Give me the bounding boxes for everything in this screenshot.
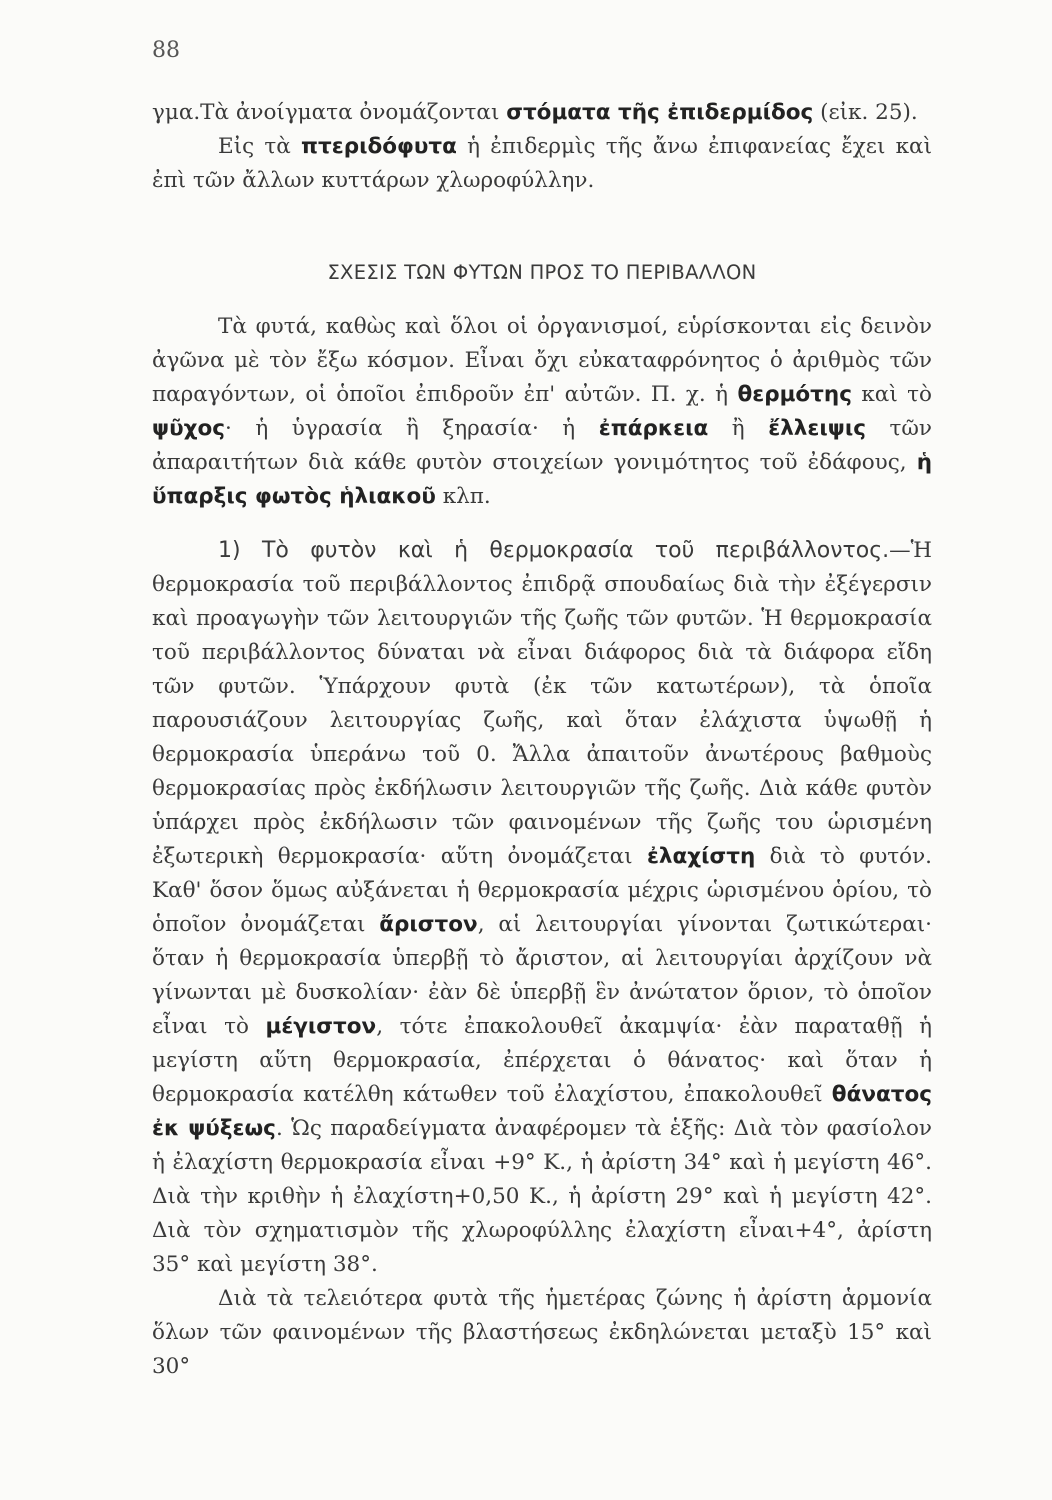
text-run: διὰ τὸ φυτόν. Καθ' ὅσον ὅμως αὐξάνεται ἡ θερμοκρασία μέχρις ὡρισμένου ὁρίου, τὸ ὁποῖον ὀνομάζεται — [152, 844, 933, 937]
text-run: , αἱ λειτουργίαι γίνονται ζωτικώτεραι· ὅταν ἡ θερμοκρασία ὑπερβῇ τὸ ἄριστον, αἱ λειτουργίαι ἀρχίζουν νὰ γίνωνται μὲ δυσκολίαν· ἐὰν δὲ ὑπερβῇ ἓν ἀνώτατον ὅριον, τὸ ὁποῖον εἶναι τὸ — [152, 912, 933, 1039]
text-run: κλπ. — [435, 484, 491, 509]
text-run: , τότε ἐπακολουθεῖ ἀκαμψία· ἐὰν παραταθῇ ἡ μεγίστη αὕτη θερμοκρασία, ἐπέρχεται ὁ θάνατος· καὶ ὅταν ἡ θερμοκρασία κατέλθη κάτωθεν τοῦ ἐλαχίστου, ἐπακολουθεῖ — [152, 1014, 932, 1107]
subsection-title: 1) Τὸ φυτὸν καὶ ἡ θερμοκρασία τοῦ περιβάλλοντος. — [218, 538, 890, 563]
text-run: —Ἡ θερμοκρασία τοῦ περιβάλλοντος ἐπιδρᾷ σπουδαίως διὰ τὴν ἐξέγερσιν καὶ προαγωγὴν τῶν λειτουργιῶν τῆς ζωῆς τῶν φυτῶν. Ἡ θερμοκρασία τοῦ περιβάλλοντος δύναται νὰ εἶναι διάφορος διὰ τὰ διάφορα εἴδη τῶν φυτῶν. Ὑπάρχουν φυτὰ (ἐκ τῶν κατωτέρων), τὰ ὁποῖα παρουσιάζουν λειτουργίας ζωῆς, καὶ ὅταν ἐλάχιστα ὑψωθῇ ἡ θερμοκρασία ὑπεράνω τοῦ 0. Ἄλλα ἀπαιτοῦν ἀνωτέρους βαθμοὺς θερμοκρασίας πρὸς ἐκδήλωσιν λειτουργιῶν τῆς ζωῆς. Διὰ κάθε φυτὸν ὑπάρχει πρὸς ἐκδήλωσιν τῶν φαινομένων τῆς ζωῆς του ὡρισμένη ἐξωτερικὴ θερμοκρασία· αὕτη ὀνομάζεται — [152, 538, 932, 869]
text-run: γμα.Τὰ ἀνοίγματα ὀνομάζονται — [152, 100, 507, 125]
bold-term: ἔλλειψις — [768, 416, 866, 441]
paragraph-pteridophyta — [152, 130, 932, 198]
paragraph-temperature — [152, 534, 932, 1282]
text-run: · ἡ ὑγρασία ἢ ξηρασία· ἡ — [224, 416, 599, 441]
paragraph-stomata — [152, 96, 932, 130]
bold-term: ἐλαχίστη — [646, 844, 756, 869]
text-run: τῶν ἀπαραιτήτων διὰ κάθε φυτὸν στοιχείων γονιμότητος τοῦ ἐδάφους, — [152, 416, 932, 475]
bold-term: στόματα τῆς ἐπιδερμίδος — [506, 100, 814, 125]
text-run: . Ὡς παραδείγματα ἀναφέρομεν τὰ ἑξῆς: Διὰ τὸν φασίολον ἡ ἐλαχίστη θερμοκρασία εἶναι +9° Κ., ἡ ἀρίστη 34° καὶ ἡ μεγίστη 46°. Διὰ τὴν κριθὴν ἡ ἐλαχίστη+0,50 Κ., ἡ ἀρίστη 29° καὶ ἡ μεγίστη 42°. Διὰ τὸν σχηματισμὸν τῆς χλωροφύλλης ἐλαχίστη εἶναι+4°, ἀρίστη 35° καὶ μεγίστη 38°. — [152, 1116, 932, 1277]
text-run: ἢ — [708, 416, 769, 441]
text-run: Τὰ φυτά, καθὼς καὶ ὅλοι οἱ ὀργανισμοί, εὑρίσκονται εἰς δεινὸν ἀγῶνα μὲ τὸν ἔξω κόσμον. Εἶναι ὄχι εὐκαταφρόνητος ὁ ἀριθμὸς τῶν παραγόντων, οἱ ὁποῖοι ἐπιδροῦν ἐπ' αὐτῶν. Π. χ. ἡ — [152, 314, 932, 407]
bold-term: θάνατος ἐκ ψύξεως — [152, 1082, 932, 1141]
paragraph-environment — [152, 310, 932, 514]
bold-term: ἐπάρκεια — [598, 416, 709, 441]
bold-term: ψῦχος — [152, 416, 225, 441]
text-run: καὶ τὸ — [851, 382, 932, 407]
text-run: ἡ ἐπιδερμὶς τῆς ἄνω ἐπιφανείας ἔχει καὶ ἐπὶ τῶν ἄλλων κυττάρων χλωροφύλλην. — [152, 134, 932, 193]
text-run: Εἰς τὰ — [218, 134, 302, 159]
bold-term: θερμότης — [737, 382, 852, 407]
page-text — [152, 96, 932, 1384]
bold-term: πτεριδόφυτα — [301, 134, 457, 159]
bold-term: ἡ ὕπαρξις φωτὸς ἡλιακοῦ — [152, 450, 932, 509]
page-number: 88 — [152, 38, 180, 63]
bold-term: μέγιστον — [265, 1014, 377, 1039]
bold-term: ἄριστον — [379, 912, 478, 937]
paragraph-harmony — [152, 1282, 932, 1384]
text-run: Διὰ τὰ τελειότερα φυτὰ τῆς ἡμετέρας ζώνης ἡ ἀρίστη ἁρμονία ὅλων τῶν φαινομένων τῆς βλαστήσεως ἐκδηλώνεται μεταξὺ 15° καὶ 30° — [152, 1286, 932, 1379]
text-run: (εἰκ. 25). — [813, 100, 918, 125]
section-heading: ΣΧΕΣΙΣ ΤΩΝ ΦΥΤΩΝ ΠΡΟΣ ΤΟ ΠΕΡΙΒΑΛΛΟΝ — [327, 261, 757, 284]
